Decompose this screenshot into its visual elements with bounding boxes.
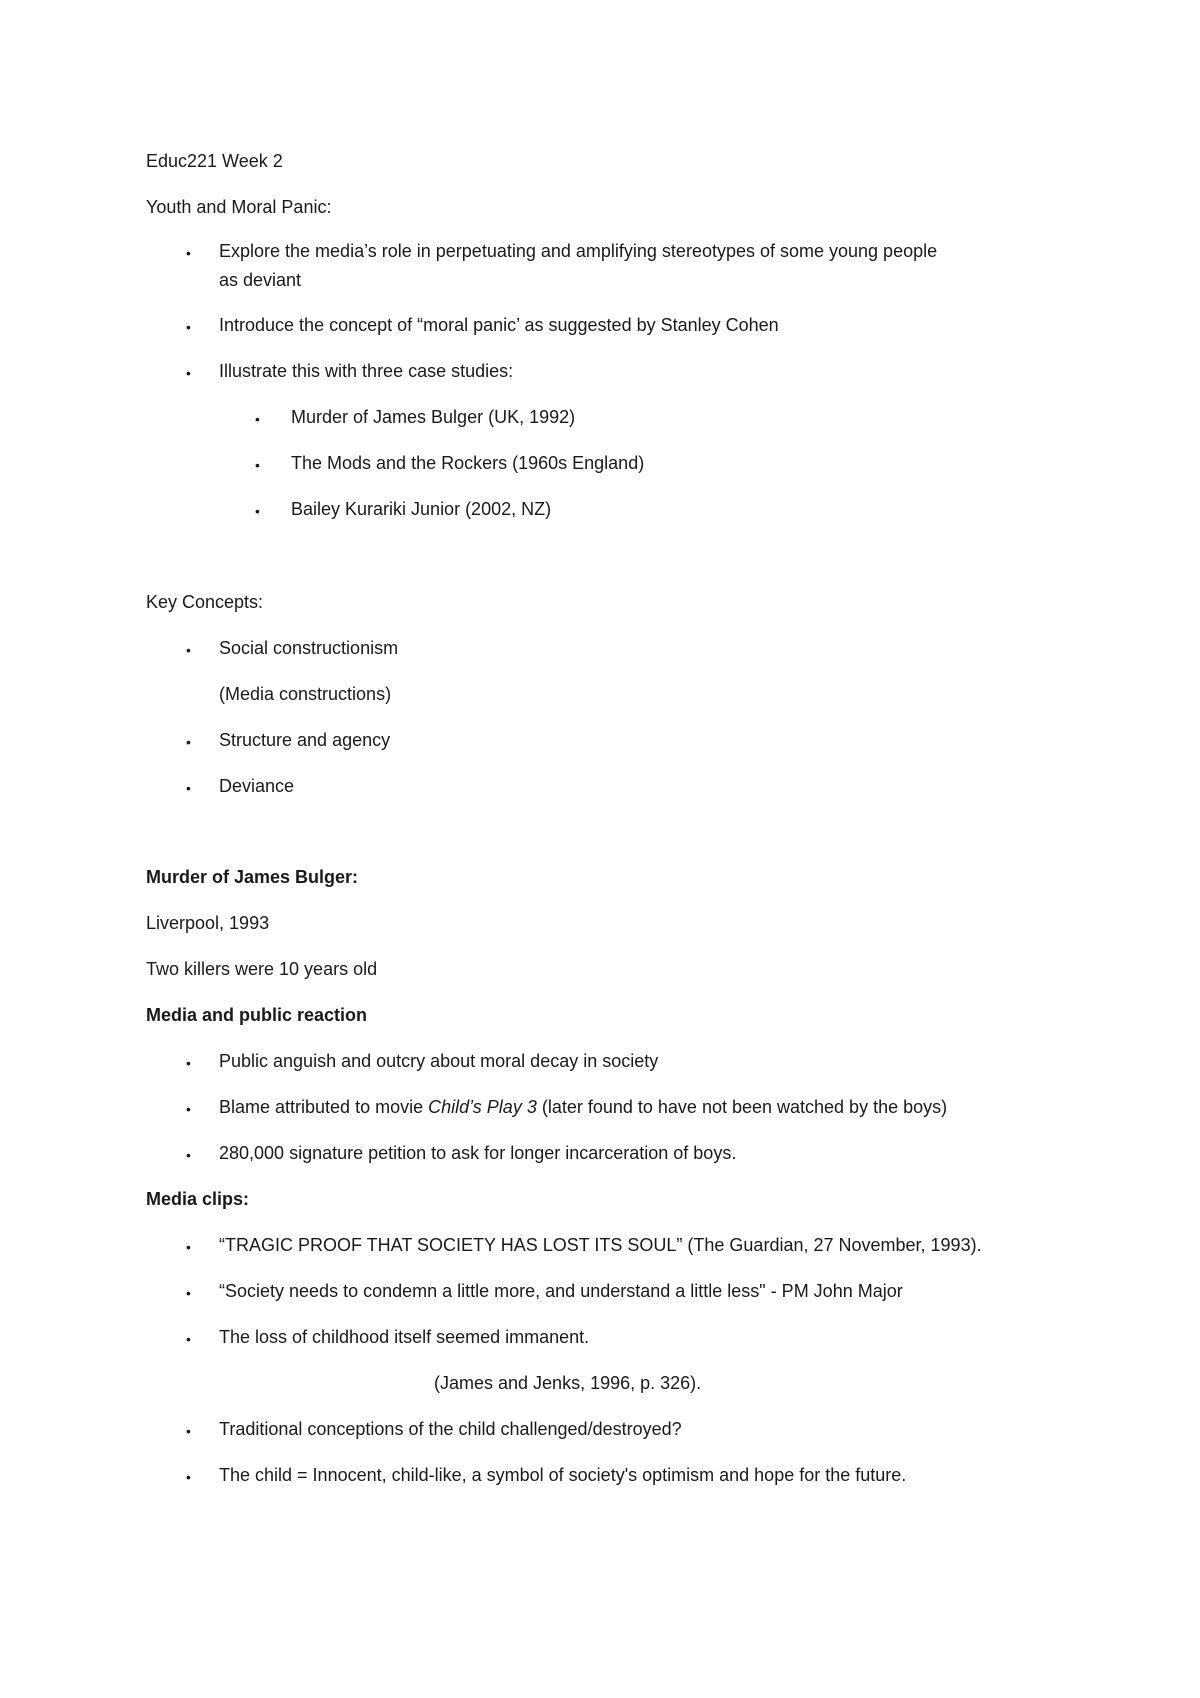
bullet-icon: • [186,1101,191,1117]
citation: (James and Jenks, 1996, p. 326). [434,1373,702,1393]
intro-bullet-1-cont: as deviant [219,270,302,290]
bullet-icon: • [186,642,191,658]
bulger-place: Liverpool, 1993 [146,913,270,933]
bullet-icon: • [255,457,260,473]
reaction-item-1: Public anguish and outcry about moral decay in society [219,1051,659,1071]
bullet-icon: • [186,319,191,335]
clip-1: “TRAGIC PROOF THAT SOCIETY HAS LOST ITS SOUL” (The Guardian, 27 November, 1993). [219,1235,982,1255]
course-title: Educ221 Week 2 [146,151,283,171]
reaction-item-2-post: (later found to have not been watched by the boys) [536,1097,948,1117]
case-study-1: Murder of James Bulger (UK, 1992) [291,407,576,427]
clips-heading: Media clips: [146,1189,250,1209]
bullet-icon: • [255,411,260,427]
key-concept-3: Deviance [219,776,295,796]
bullet-icon: • [186,365,191,381]
intro-bullet-1: Explore the media’s role in perpetuating and amplifying stereotypes of some young people [219,241,938,261]
reaction-heading: Media and public reaction [146,1005,368,1025]
key-concept-1-note: (Media constructions) [219,684,392,704]
clip-2: “Society needs to condemn a little more, and understand a little less" - PM John Major [219,1281,903,1301]
bulger-heading: Murder of James Bulger: [146,867,359,887]
bullet-icon: • [186,1423,191,1439]
topic-heading: Youth and Moral Panic: [146,197,332,217]
bullet-icon: • [186,780,191,796]
clip-4: Traditional conceptions of the child challenged/destroyed? [219,1419,682,1439]
bullet-icon: • [186,1147,191,1163]
bullet-icon: • [186,1055,191,1071]
intro-bullet-2: Introduce the concept of “moral panic’ as suggested by Stanley Cohen [219,315,779,335]
bulger-killers: Two killers were 10 years old [146,959,378,979]
bullet-icon: • [186,734,191,750]
clip-5: The child = Innocent, child-like, a symbol of society's optimism and hope for the future. [219,1465,907,1485]
reaction-item-2 [219,1096,947,1118]
case-study-3: Bailey Kurariki Junior (2002, NZ) [291,499,552,519]
reaction-item-3: 280,000 signature petition to ask for longer incarceration of boys. [219,1143,737,1163]
bullet-icon: • [186,1469,191,1485]
key-concept-1: Social constructionism [219,638,399,658]
bullet-icon: • [186,1239,191,1255]
bullet-icon: • [186,1285,191,1301]
reaction-item-2-pre: Blame attributed to movie [219,1097,429,1117]
key-concept-2: Structure and agency [219,730,391,750]
bullet-icon: • [255,503,260,519]
clip-3: The loss of childhood itself seemed immanent. [219,1327,590,1347]
movie-title: Child’s Play 3 [428,1097,537,1117]
bullet-icon: • [186,1331,191,1347]
intro-bullet-3: Illustrate this with three case studies: [219,361,514,381]
key-concepts-heading: Key Concepts: [146,592,264,612]
bullet-icon: • [186,245,191,261]
case-study-2: The Mods and the Rockers (1960s England) [291,453,645,473]
